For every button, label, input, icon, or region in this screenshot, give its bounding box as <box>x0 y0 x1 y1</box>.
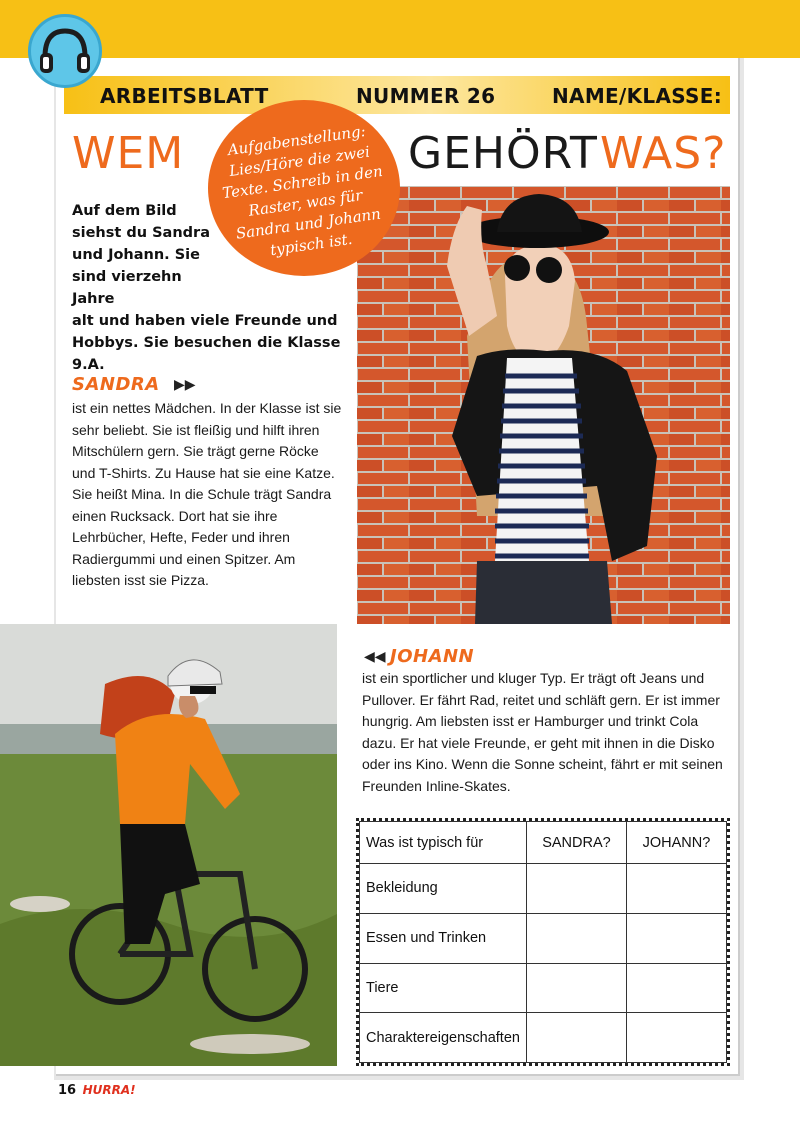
photo-sandra <box>357 186 730 624</box>
sandra-paragraph: ist ein nettes Mädchen. In der Klasse ist sie sehr beliebt. Sie ist fleißig und hilft ihren Mitschülern gern. Sie trägt gerne Röcke und T-Shirts. Zu Hause hat sie eine Katze. Sie heißt Mina. In die Schule trägt Sandra einen Rucksack. Dort hat sie ihre Lehrbücher, Hefte, Feder und ihren Radiergummi und einen Spitzer. Am liebsten isst sie Pizza. <box>72 400 342 588</box>
grid-row-label: Bekleidung <box>360 864 527 914</box>
grid-answer-cell[interactable] <box>626 864 726 914</box>
grid-row-label: Essen und Trinken <box>360 913 527 963</box>
sandra-heading: SANDRA <box>72 374 160 395</box>
grid-answer-cell[interactable] <box>526 963 626 1013</box>
grid-header-sandra: SANDRA? <box>526 822 626 864</box>
rewind-icon: ◀◀ <box>364 649 386 665</box>
magazine-brand: HURRA! <box>82 1083 136 1097</box>
worksheet-number: NUMMER 26 <box>356 84 496 108</box>
johann-heading: JOHANN <box>390 646 475 667</box>
grid-answer-cell[interactable] <box>526 1013 626 1063</box>
johann-paragraph: ist ein sportlicher und kluger Typ. Er trägt oft Jeans und Pullover. Er fährt Rad, reitet und schläft gern. Er ist immer hungrig. Am liebsten isst er Hamburger und trinkt Cola dazu. Er hat viele Freunde, er geht mit ihnen in die Disko oder ins Kino. Wenn die Sonne scheint, fährt er mit seinen Freunden Inline-Skates. <box>362 670 723 794</box>
grid-answer-cell[interactable] <box>626 913 726 963</box>
intro-line-2: alt und haben viele Freunde und Hobbys. Sie besuchen die Klasse 9.A. <box>72 313 341 373</box>
grid-row-label: Charaktereigenschaften <box>360 1013 527 1063</box>
worksheet-header-bar <box>64 76 730 114</box>
title-word-was: WAS? <box>600 128 727 179</box>
grid-header-question: Was ist typisch für <box>360 822 527 864</box>
top-color-band <box>0 0 800 58</box>
title-word-wem: WEM <box>72 128 185 179</box>
headphones-icon <box>28 14 102 88</box>
grid-answer-cell[interactable] <box>526 864 626 914</box>
grid-row-label: Tiere <box>360 963 527 1013</box>
task-badge <box>208 100 400 276</box>
grid-header-johann: JOHANN? <box>626 822 726 864</box>
grid-answer-cell[interactable] <box>526 913 626 963</box>
grid-answer-cell[interactable] <box>626 1013 726 1063</box>
fast-forward-icon: ▶▶ <box>174 377 196 393</box>
answer-grid <box>356 818 730 1066</box>
task-instruction: Aufgabenstellung: Lies/Höre die zwei Texte. Schreib in den Raster, was für Sandra und Johann typisch ist. <box>221 121 384 260</box>
intro-line-1: Auf dem Bild siehst du Sandra und Johann. Sie sind vierzehn Jahre <box>72 203 210 307</box>
grid-answer-cell[interactable] <box>626 963 726 1013</box>
worksheet-label: ARBEITSBLATT <box>100 84 269 108</box>
name-class-label: NAME/KLASSE: <box>552 84 722 108</box>
page-footer <box>58 1083 136 1098</box>
photo-johann <box>0 624 337 1066</box>
page-number: 16 <box>58 1083 77 1098</box>
title-word-gehort: GEHÖRT <box>408 128 598 179</box>
